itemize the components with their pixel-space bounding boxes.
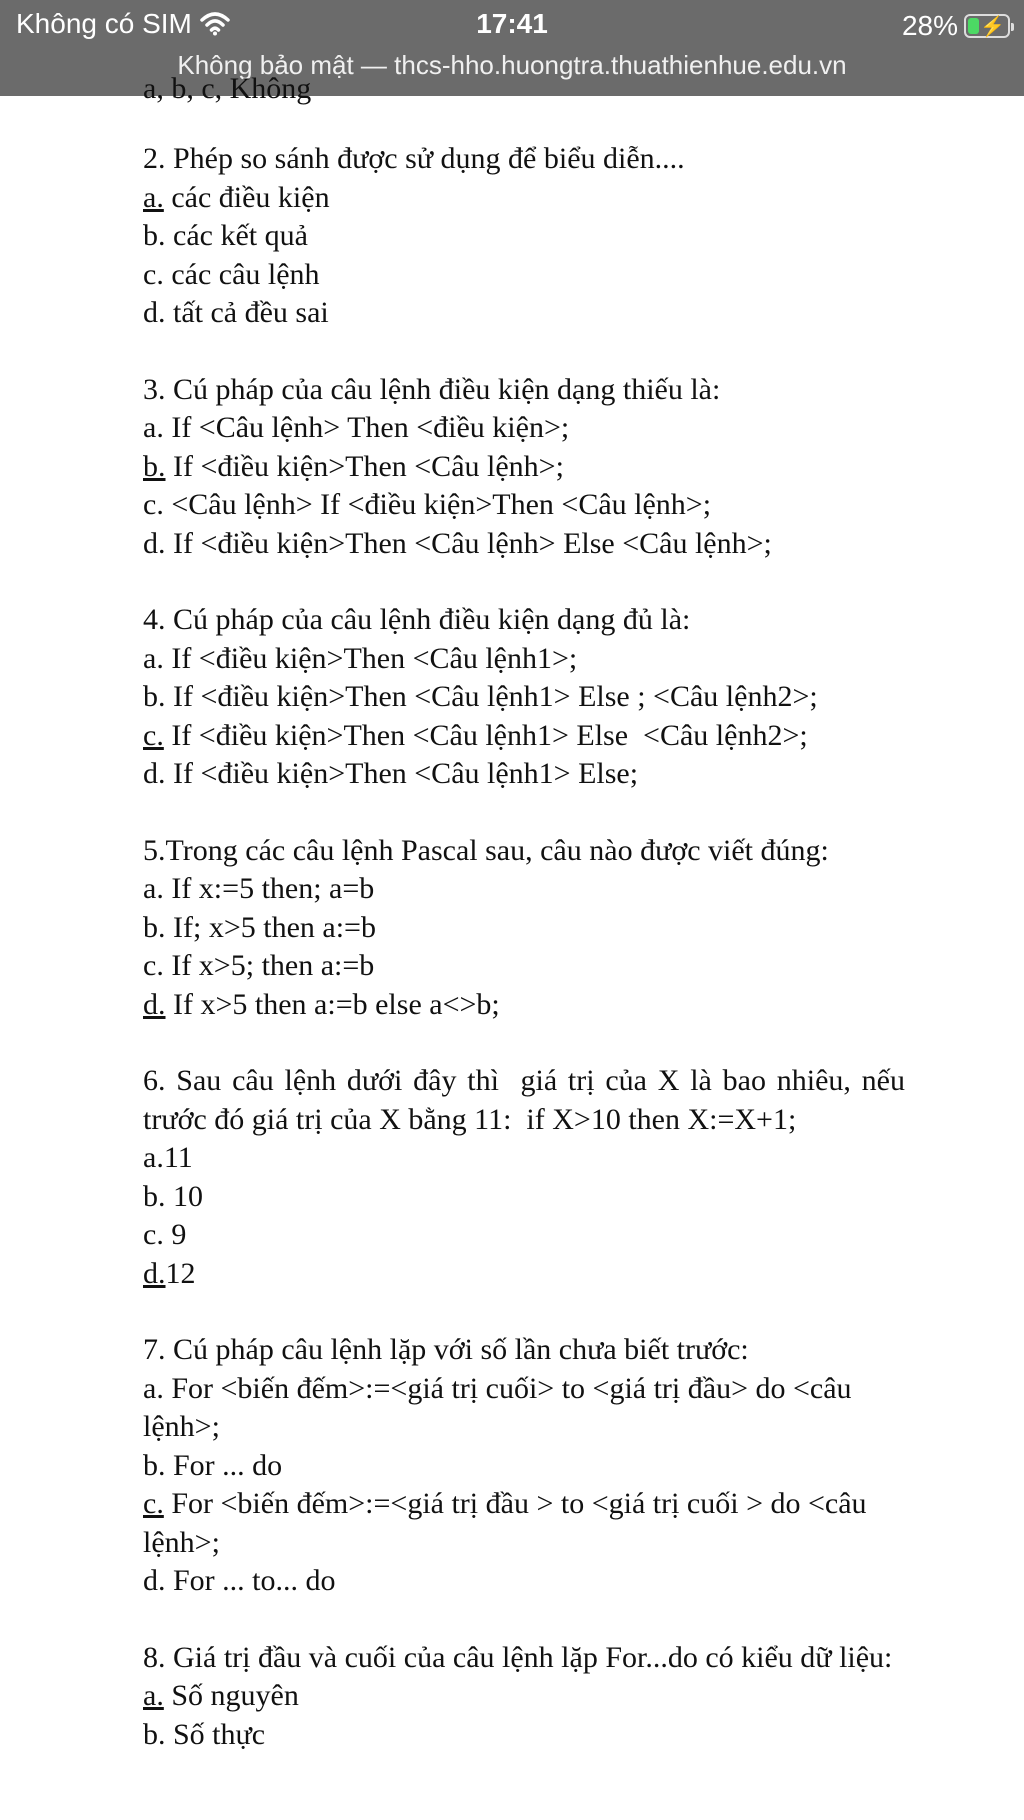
option-marker: a. xyxy=(143,872,164,905)
question-block xyxy=(143,601,905,794)
question-block xyxy=(143,371,905,564)
answer-option xyxy=(143,909,905,948)
correct-answer-marker: d. xyxy=(143,987,166,1021)
charging-bolt-icon: ⚡ xyxy=(980,16,1005,38)
option-text: Số thực xyxy=(165,1717,266,1751)
option-text: các câu lệnh xyxy=(163,257,320,291)
status-bar xyxy=(0,0,1024,52)
option-text: 9 xyxy=(163,1218,187,1251)
option-text: If <điều kiện>Then <Câu lệnh> Else <Câu lệnh>; xyxy=(165,526,772,560)
answer-option xyxy=(143,1216,905,1255)
answer-option xyxy=(143,1485,905,1562)
answer-option xyxy=(143,755,905,794)
answer-option xyxy=(143,256,905,295)
battery-icon xyxy=(964,14,1010,38)
option-marker: c. xyxy=(143,488,164,521)
answer-option xyxy=(143,678,905,717)
option-text: If <điều kiện>Then <Câu lệnh1> Else; xyxy=(165,757,639,790)
option-marker: b. xyxy=(143,680,166,713)
option-text: For ... do xyxy=(165,1448,283,1482)
option-text: các điều kiện xyxy=(163,180,330,214)
carrier-label: Không có SIM xyxy=(16,8,192,39)
correct-answer-marker: c. xyxy=(143,1487,164,1520)
option-marker: c. xyxy=(143,949,164,982)
option-text: If <Câu lệnh> Then <điều kiện>; xyxy=(163,411,570,444)
battery-status xyxy=(902,10,1010,42)
answer-option xyxy=(143,1139,905,1178)
question-text: 3. Cú pháp của câu lệnh điều kiện dạng thiếu là: xyxy=(143,372,721,406)
option-text: For <biến đếm>:=<giá trị cuối> to <giá trị đầu> do <câu lệnh>; xyxy=(143,1371,860,1443)
option-marker: a. xyxy=(143,641,164,675)
option-text: If <điều kiện>Then <Câu lệnh1> Else ; <Câu lệnh2>; xyxy=(165,680,818,713)
battery-percent: 28% xyxy=(901,10,958,41)
cut-off-line: a, b, c, Không xyxy=(143,72,312,105)
answer-option xyxy=(143,294,905,333)
answer-option xyxy=(143,217,905,256)
option-marker: d. xyxy=(143,1564,166,1597)
option-text: If <điều kiện>Then <Câu lệnh1>; xyxy=(163,641,578,675)
option-marker: a. xyxy=(143,1141,164,1174)
answer-option xyxy=(143,870,905,909)
option-marker: b. xyxy=(143,910,166,944)
option-text: If x:=5 then; a=b xyxy=(163,872,375,905)
option-marker: b. xyxy=(143,1179,166,1213)
question-text: 8. Giá trị đầu và cuối của câu lệnh lặp For...do có kiểu dữ liệu: xyxy=(143,1640,893,1674)
answer-option xyxy=(143,947,905,986)
option-marker: b. xyxy=(143,219,166,252)
answer-option xyxy=(143,1716,905,1755)
option-text: If; x>5 then a:=b xyxy=(165,910,376,944)
question-text: 5.Trong các câu lệnh Pascal sau, câu nào được viết đúng: xyxy=(143,833,829,867)
option-text: For <biến đếm>:=<giá trị đầu > to <giá trị cuối > do <câu lệnh>; xyxy=(143,1487,875,1559)
option-text: <Câu lệnh> If <điều kiện>Then <Câu lệnh>; xyxy=(163,488,712,521)
answer-option xyxy=(143,179,905,218)
answer-option xyxy=(143,409,905,448)
option-text: For ... to... do xyxy=(165,1564,336,1597)
address-bar[interactable]: Không bảo mật — thcs-hho.huongtra.thuathienhue.edu.vn xyxy=(177,50,847,80)
answer-option xyxy=(143,525,905,564)
answer-option xyxy=(143,448,905,487)
option-text: If x>5; then a:=b xyxy=(163,949,375,982)
correct-answer-marker: a. xyxy=(143,180,164,214)
option-text: các kết quả xyxy=(165,219,308,252)
option-marker: c. xyxy=(143,1218,164,1251)
question-block xyxy=(143,1639,905,1755)
question-block xyxy=(143,140,905,333)
answer-option xyxy=(143,1178,905,1217)
question-text: 2. Phép so sánh được sử dụng để biểu diễn.... xyxy=(143,142,685,175)
option-text: 11 xyxy=(163,1141,193,1174)
battery-level-fill xyxy=(968,18,979,34)
option-text: If <điều kiện>Then <Câu lệnh>; xyxy=(165,449,564,483)
correct-answer-marker: a. xyxy=(143,1679,164,1712)
correct-answer-marker: d. xyxy=(143,1256,166,1290)
option-marker: c. xyxy=(143,257,164,291)
answer-option xyxy=(143,640,905,679)
option-marker: d. xyxy=(143,526,166,560)
answer-option xyxy=(143,1255,905,1294)
option-text: 10 xyxy=(165,1179,203,1213)
page-content xyxy=(143,72,913,1792)
clock: 17:41 xyxy=(476,8,548,39)
option-marker: a. xyxy=(143,411,164,444)
question-text: 4. Cú pháp của câu lệnh điều kiện dạng đủ là: xyxy=(143,603,691,636)
option-text: 12 xyxy=(165,1256,196,1290)
correct-answer-marker: b. xyxy=(143,449,166,483)
question-text: 6. Sau câu lệnh dưới đây thì giá trị của X là bao nhiêu, nếu trước đó giá trị của X bằng 11: if X>10 then X:=X+1; xyxy=(143,1064,913,1136)
question-block xyxy=(143,832,905,1025)
answer-option xyxy=(143,717,905,756)
option-marker: d. xyxy=(143,296,166,329)
question-text: 7. Cú pháp câu lệnh lặp với số lần chưa biết trước: xyxy=(143,1333,749,1366)
option-text: If <điều kiện>Then <Câu lệnh1> Else <Câu lệnh2>; xyxy=(163,718,808,752)
answer-option xyxy=(143,1370,905,1447)
question-block xyxy=(143,1331,905,1601)
option-text: tất cả đều sai xyxy=(165,296,329,329)
answer-option xyxy=(143,1677,905,1716)
option-marker: b. xyxy=(143,1448,166,1482)
question-block xyxy=(143,1062,913,1293)
answer-option xyxy=(143,986,905,1025)
option-marker: b. xyxy=(143,1717,166,1751)
option-text: Số nguyên xyxy=(163,1679,299,1712)
answer-option xyxy=(143,486,905,525)
option-text: If x>5 then a:=b else a<>b; xyxy=(165,987,500,1021)
answer-option xyxy=(143,1562,905,1601)
answer-option xyxy=(143,1447,905,1486)
correct-answer-marker: c. xyxy=(143,718,164,752)
option-marker: d. xyxy=(143,757,166,790)
option-marker: a. xyxy=(143,1371,164,1405)
